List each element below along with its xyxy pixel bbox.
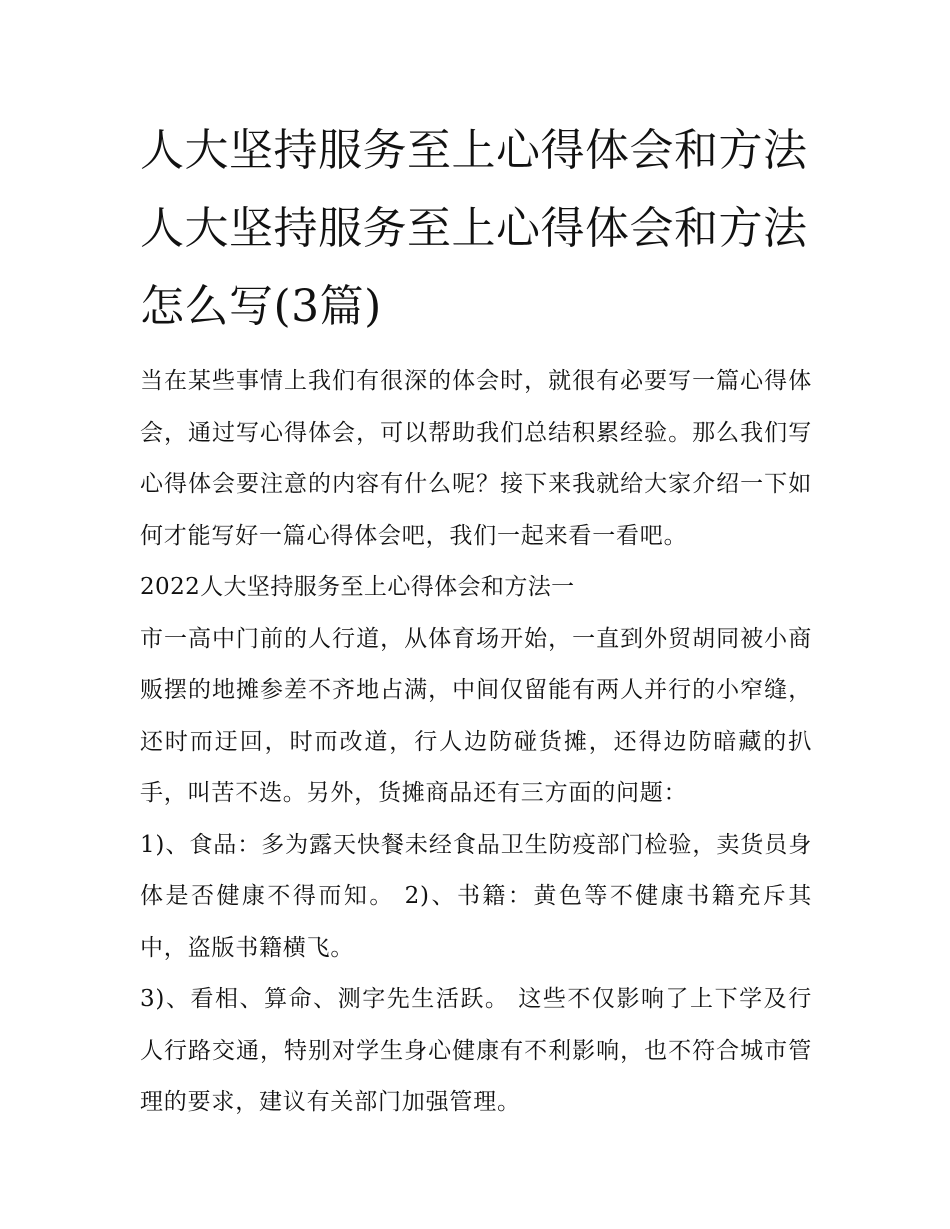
intro-paragraph: 当在某些事情上我们有很深的体会时，就很有必要写一篇心得体会，通过写心得体会，可以帮助我们总结积累经验。那么我们写心得体会要注意的内容有什么呢？接下来我就给大家介绍一下如何才能写好一篇心得体会吧，我们一起来看一看吧。 xyxy=(140,368,812,549)
document-page xyxy=(140,112,812,1129)
document-title: 人大坚持服务至上心得体会和方法 人大坚持服务至上心得体会和方法怎么写(3篇) xyxy=(140,125,808,332)
body-paragraph-1: 市一高中门前的人行道，从体育场开始，一直到外贸胡同被小商贩摆的地摊参差不齐地占满，中间仅留能有两人并行的小窄缝，还时而迂回，时而改道，行人边防碰货摊，还得边防暗藏的扒手，叫苦不迭。另外，货摊商品还有三方面的问题： xyxy=(140,625,812,806)
section-heading: 2022人大坚持服务至上心得体会和方法一 xyxy=(140,574,575,600)
body-paragraph-3: 3)、看相、算命、测字先生活跃。 这些不仅影响了上下学及行人行路交通，特别对学生身心健康有不利影响，也不符合城市管理的要求，建议有关部门加强管理。 xyxy=(140,986,812,1115)
body-paragraph-2: 1)、食品：多为露天快餐未经食品卫生防疫部门检验，卖货员身体是否健康不得而知。 2)、书籍：黄色等不健康书籍充斥其中，盗版书籍横飞。 xyxy=(140,831,812,961)
